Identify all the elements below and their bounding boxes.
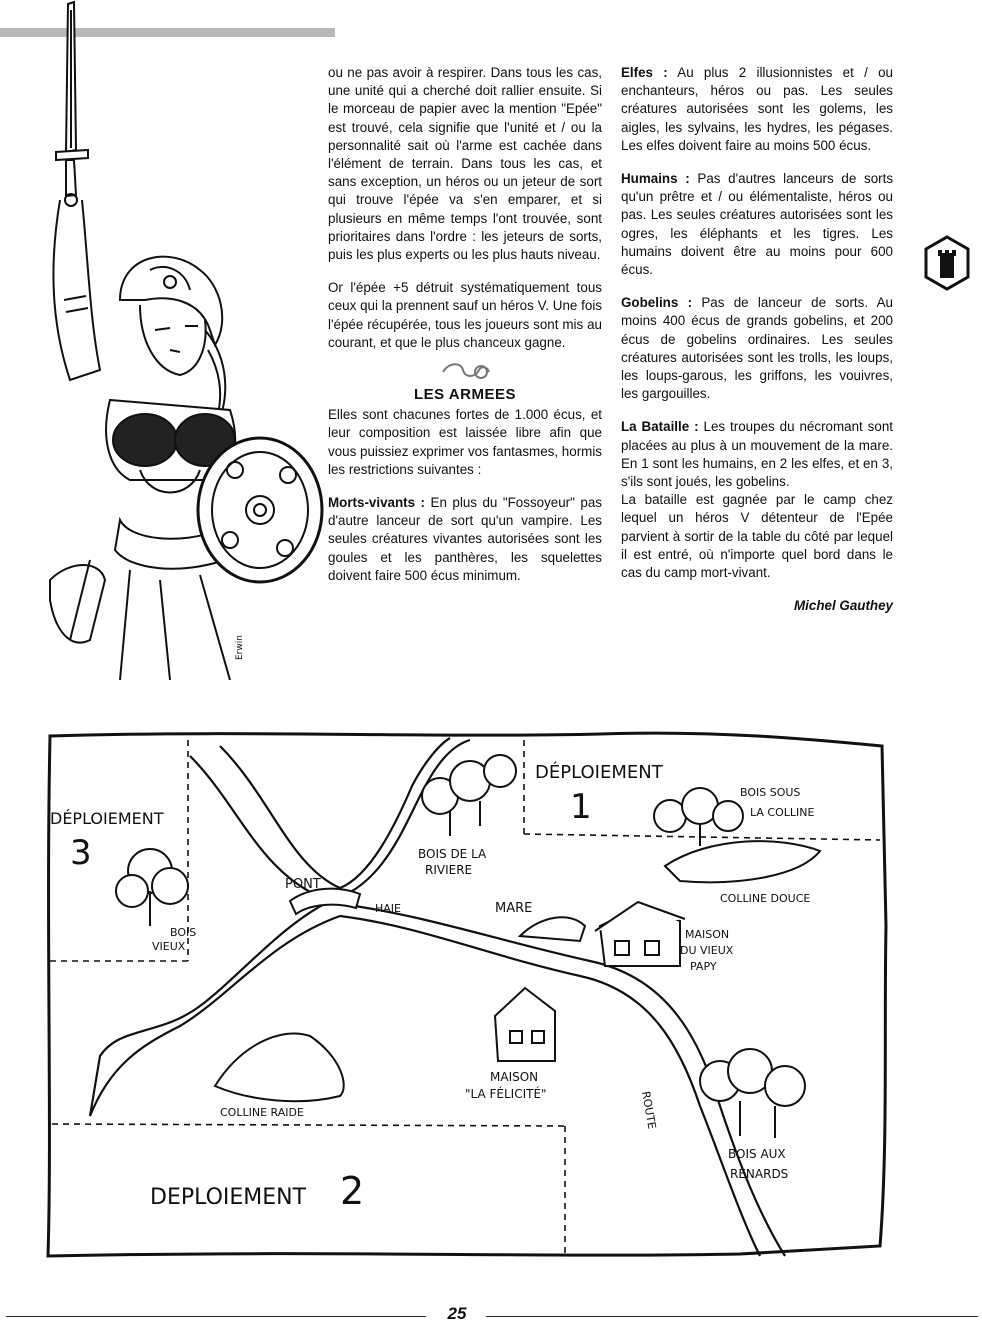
- pond-icon: [520, 917, 585, 941]
- label-pont: PONT: [285, 877, 321, 892]
- battle-map: [40, 726, 890, 1276]
- label-bataille: La Bataille :: [621, 419, 699, 435]
- label-deploiement-2: DEPLOIEMENT: [150, 1185, 307, 1210]
- text-gobelins: Pas de lanceur de sorts. Au moins 400 écus de grands gobelins, et 200 écus de gobelins ordinaires. Les seules créatures autorisées sont les trolls, les loups, les loups-garous, les griffons, les vouivres, les gargouilles.: [621, 295, 893, 402]
- ornament-icon: [435, 358, 495, 384]
- label-la-colline: LA COLLINE: [750, 806, 815, 819]
- house-icon: [495, 988, 555, 1061]
- paragraph-humains: [621, 170, 893, 279]
- paragraph-morts-vivants: [328, 494, 602, 585]
- label-gobelins: Gobelins :: [621, 295, 693, 311]
- paragraph-bataille: [621, 418, 893, 491]
- label-bois-de-la: BOIS DE LA: [418, 847, 487, 861]
- section-heading-armees: LES ARMEES: [414, 386, 516, 404]
- label-mare: MARE: [495, 901, 533, 916]
- label-vieux: VIEUX: [152, 940, 186, 953]
- label-zone-3: 3: [70, 833, 92, 873]
- tree-icon: [654, 788, 743, 846]
- label-colline-douce: COLLINE DOUCE: [720, 892, 811, 905]
- page-number: 25: [447, 1304, 467, 1323]
- label-route: ROUTE: [639, 1090, 659, 1130]
- label-maison-la-felicite: MAISON: [490, 1070, 539, 1084]
- paragraph-gobelins: [621, 294, 893, 403]
- house-icon: [595, 902, 685, 966]
- tree-icon: [116, 849, 188, 926]
- label-bois-vieux: BOIS: [170, 926, 197, 939]
- article-column-middle: [328, 64, 602, 600]
- bridge-icon: [290, 889, 360, 914]
- svg-text:Erwin: Erwin: [235, 635, 245, 660]
- text-elfes: Au plus 2 illusionnistes et / ou enchanteurs, héros ou pas. Les seules créatures autorisées sont les golems, les aigles, les sylvains, les hydres, les pégases. Les elfes doivent faire au moins 500 écus.: [621, 65, 893, 153]
- label-riviere: RIVIERE: [425, 863, 473, 877]
- label-bois-aux: BOIS AUX: [728, 1147, 786, 1161]
- paragraph-sword-destroy: Or l'épée +5 détruit systématiquement tous ceux qui la prennent sauf un héros V. Une fois l'épée récupérée, tous les joueurs sont mis au courant, et que le plus chanceux gagne.: [328, 280, 602, 350]
- label-zone-2: 2: [340, 1169, 365, 1213]
- footer-rule-right: [486, 1316, 978, 1317]
- label-renards: RENARDS: [730, 1167, 789, 1181]
- label-deploiement-1: DÉPLOIEMENT: [535, 762, 663, 783]
- label-elfes: Elfes :: [621, 65, 668, 80]
- hill-icon: [665, 841, 820, 882]
- author-signature: Michel Gauthey: [794, 598, 893, 614]
- warrior-illustration: [30, 0, 330, 680]
- hill-icon: [215, 1033, 344, 1101]
- label-du-vieux: DU VIEUX: [680, 944, 734, 957]
- label-morts-vivants: Morts-vivants :: [328, 495, 426, 511]
- tower-badge-icon: [922, 234, 972, 292]
- label-bois-sous: BOIS SOUS: [740, 786, 801, 799]
- label-maison-du-vieux-papy: MAISON: [685, 928, 730, 941]
- footer-rule-left: [6, 1316, 426, 1317]
- text-morts-vivants: En plus du "Fossoyeur" pas d'autre lanceur de sort qu'un vampire. Les seules créatures vivantes autorisées sont les goules et les panthères, les squelettes doivent faire 500 écus minimum.: [328, 495, 602, 583]
- label-zone-1: 1: [570, 787, 592, 827]
- label-humains: Humains :: [621, 171, 690, 187]
- paragraph-bataille-victoire: La bataille est gagnée par le camp chez lequel un héros V détenteur de l'Epée parvient à sortir de la table du côté par lequel il est entré, où n'importe quel bord dans le cas du camp mort-vivant.: [621, 492, 893, 581]
- label-haie: HAIE: [375, 902, 401, 915]
- paragraph-sword: ou ne pas avoir à respirer. Dans tous les cas, une unité qui a cherché doit rallier ensuite. Si le morceau de papier avec la mention "Epée" est trouvé, cela signifie que l'unité et / ou la personnalité sait où l'arme est cachée dans l'élément de terrain. Dans tous les cas, et sans exception, un héros ou un jeteur de sort qui trouve l'épée va s'en emparer, et si plusieurs en même temps l'ont trouvée, sont prioritaires dans l'ordre : les jeteurs de sorts, puis les plus experts ou les plus hauts niveau.: [328, 65, 602, 263]
- label-colline-raide: COLLINE RAIDE: [220, 1106, 304, 1119]
- text-humains: Pas d'autres lanceurs de sorts qu'un prêtre et / ou élémentaliste, héros ou pas. Les seules créatures autorisées sont les ogres, les éléphants et les tigres. Les humains doivent être au moins pour 600 écus.: [621, 171, 894, 278]
- paragraph-armees-intro: Elles sont chacunes fortes de 1.000 écus, et leur composition est laissée libre afin que vous puissiez exprimer vos fantasmes, hormis les restrictions suivantes :: [328, 407, 602, 477]
- tree-icon: [700, 1049, 805, 1138]
- paragraph-elfes: [621, 64, 893, 155]
- text-bataille: Les troupes du nécromant sont placées au plus à un mouvement de la mare. En 1 sont les humains, en 2 les elfes, et en 3, s'ils sont joués, les gobelins.: [621, 419, 893, 490]
- label-papy: PAPY: [690, 960, 717, 973]
- label-la-felicite: "LA FÉLICITÉ": [465, 1087, 547, 1101]
- article-column-right: [621, 64, 893, 630]
- label-deploiement-3: DÉPLOIEMENT: [50, 809, 164, 828]
